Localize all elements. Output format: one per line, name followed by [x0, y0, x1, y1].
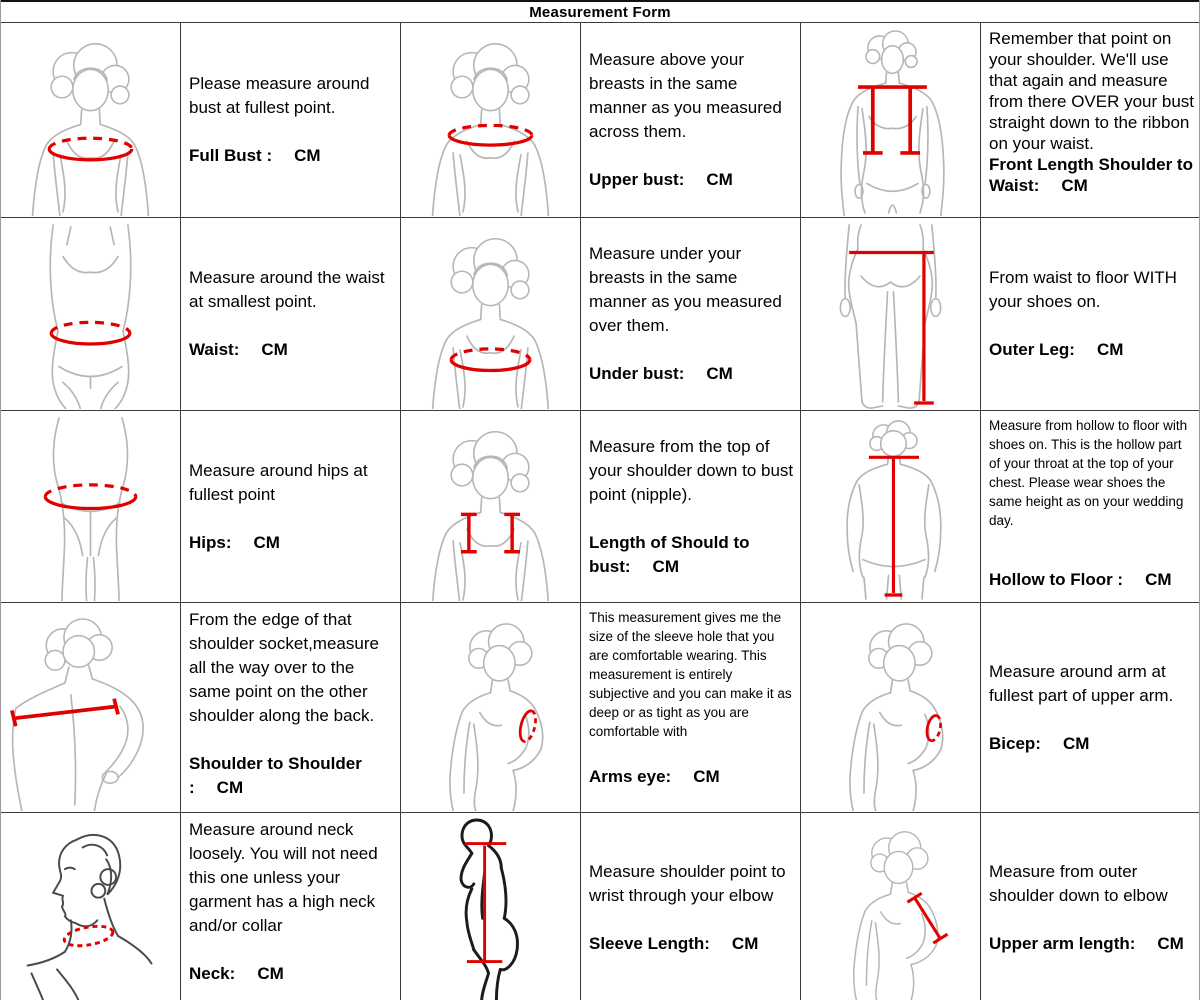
text-cell: [181, 23, 401, 218]
measurement-description: Measure from hollow to floor with shoes on. This is the hollow part of your throat at the top of your chest. Please wear shoes the same height as on your wedding day.: [989, 418, 1188, 528]
outer-leg-figure: [802, 219, 979, 409]
text-cell: [981, 813, 1200, 1000]
text-cell: [981, 411, 1200, 603]
measurement-label: Waist: CM: [189, 340, 288, 359]
text-cell: [181, 813, 401, 1000]
measurement-form-table: [1, 23, 1199, 1000]
unit-label: CM: [1061, 176, 1088, 195]
figure-cell: [1, 218, 181, 411]
text-cell: [981, 218, 1200, 411]
figure-cell: [801, 411, 981, 603]
text-cell: [181, 603, 401, 813]
page-title: Measurement Form: [1, 0, 1199, 23]
shoulder-to-shoulder-figure: [2, 604, 179, 811]
text-cell: [181, 411, 401, 603]
text-cell: [581, 603, 801, 813]
figure-cell: [401, 218, 581, 411]
unit-label: CM: [1096, 340, 1124, 359]
measurement-label: Neck: CM: [189, 964, 284, 983]
text-cell: [581, 813, 801, 1000]
unit-label: CM: [693, 767, 720, 786]
figure-cell: [1, 603, 181, 813]
figure-cell: [801, 603, 981, 813]
text-cell: [581, 218, 801, 411]
measurement-description: From the edge of that shoulder socket,measure all the way over to the same point on the other shoulder along the back.: [189, 610, 379, 725]
measurement-description: Measure above your breasts in the same manner as you measured across them.: [589, 50, 782, 141]
figure-cell: [401, 411, 581, 603]
unit-label: CM: [1157, 933, 1184, 953]
under-bust-figure: [402, 219, 579, 409]
neck-figure: [2, 814, 179, 1000]
unit-label: CM: [706, 364, 733, 383]
measurement-label: Shoulder to Shoulder : CM: [189, 754, 362, 797]
shoulder-to-bust-figure: [402, 412, 579, 601]
measurement-description: This measurement gives me the size of the sleeve hole that you are comfortable wearing. This measurement is entirely subjective and you can make it as deep or as tight as you are comfortable with: [589, 610, 792, 739]
unit-label: CM: [706, 170, 733, 189]
unit-label: CM: [731, 933, 759, 953]
measurement-label: Bicep: CM: [989, 733, 1090, 753]
measurement-label: Hollow to Floor : CM: [989, 570, 1172, 589]
front-length-figure: [802, 24, 979, 216]
text-cell: [981, 23, 1200, 218]
hollow-to-floor-figure: [802, 412, 979, 601]
full-bust-figure: [2, 24, 179, 216]
unit-label: CM: [652, 556, 679, 576]
figure-cell: [1, 411, 181, 603]
measurement-description: Measure around neck loosely. You will not need this one unless your garment has a high neck and/or collar: [189, 820, 378, 935]
sleeve-length-figure: [402, 814, 579, 1000]
upper-bust-figure: [402, 24, 579, 216]
measurement-description: From waist to floor WITH your shoes on.: [989, 268, 1177, 311]
figure-cell: [1, 23, 181, 218]
text-cell: [981, 603, 1200, 813]
unit-label: CM: [216, 778, 244, 797]
measurement-description: Measure around the waist at smallest point.: [189, 268, 385, 311]
arms-eye-figure: [402, 604, 579, 811]
figure-cell: [401, 603, 581, 813]
measurement-description: Measure around hips at fullest point: [189, 460, 368, 504]
hips-figure: [2, 412, 179, 601]
measurement-label: Under bust: CM: [589, 364, 733, 383]
unit-label: CM: [253, 532, 280, 552]
measurement-label: Full Bust : CM: [189, 146, 321, 165]
unit-label: CM: [294, 146, 321, 165]
figure-cell: [801, 218, 981, 411]
figure-cell: [801, 813, 981, 1000]
figure-cell: [401, 23, 581, 218]
text-cell: [581, 411, 801, 603]
measurement-description: Remember that point on your shoulder. We'll use that again and measure from there OVER your bust straight down to the ribbon on your waist.: [989, 29, 1195, 153]
measurement-label: Length of Should to bust: CM: [589, 532, 750, 576]
upper-arm-length-figure: [802, 814, 979, 1000]
measurement-label: Upper arm length: CM: [989, 933, 1184, 953]
unit-label: CM: [1062, 733, 1090, 753]
figure-cell: [401, 813, 581, 1000]
measurement-description: Measure from the top of your shoulder down to bust point (nipple).: [589, 436, 794, 504]
text-cell: [181, 218, 401, 411]
unit-label: CM: [261, 340, 288, 359]
unit-label: CM: [257, 964, 284, 983]
measurement-label: Front Length Shoulder to Waist: CM: [989, 155, 1193, 195]
text-cell: [581, 23, 801, 218]
unit-label: CM: [1145, 570, 1172, 589]
measurement-label: Outer Leg: CM: [989, 340, 1124, 359]
measurement-description: Measure shoulder point to wrist through your elbow: [589, 861, 786, 905]
measurement-description: Please measure around bust at fullest point.: [189, 74, 370, 117]
waist-figure: [2, 219, 179, 409]
measurement-label: Sleeve Length: CM: [589, 933, 759, 953]
bicep-figure: [802, 604, 979, 811]
figure-cell: [801, 23, 981, 218]
figure-cell: [1, 813, 181, 1000]
measurement-description: Measure from outer shoulder down to elbow: [989, 861, 1168, 905]
measurement-description: Measure under your breasts in the same manner as you measured over them.: [589, 244, 782, 335]
measurement-description: Measure around arm at fullest part of upper arm.: [989, 661, 1174, 705]
measurement-label: Arms eye: CM: [589, 767, 720, 786]
measurement-label: Hips: CM: [189, 532, 280, 552]
measurement-label: Upper bust: CM: [589, 170, 733, 189]
